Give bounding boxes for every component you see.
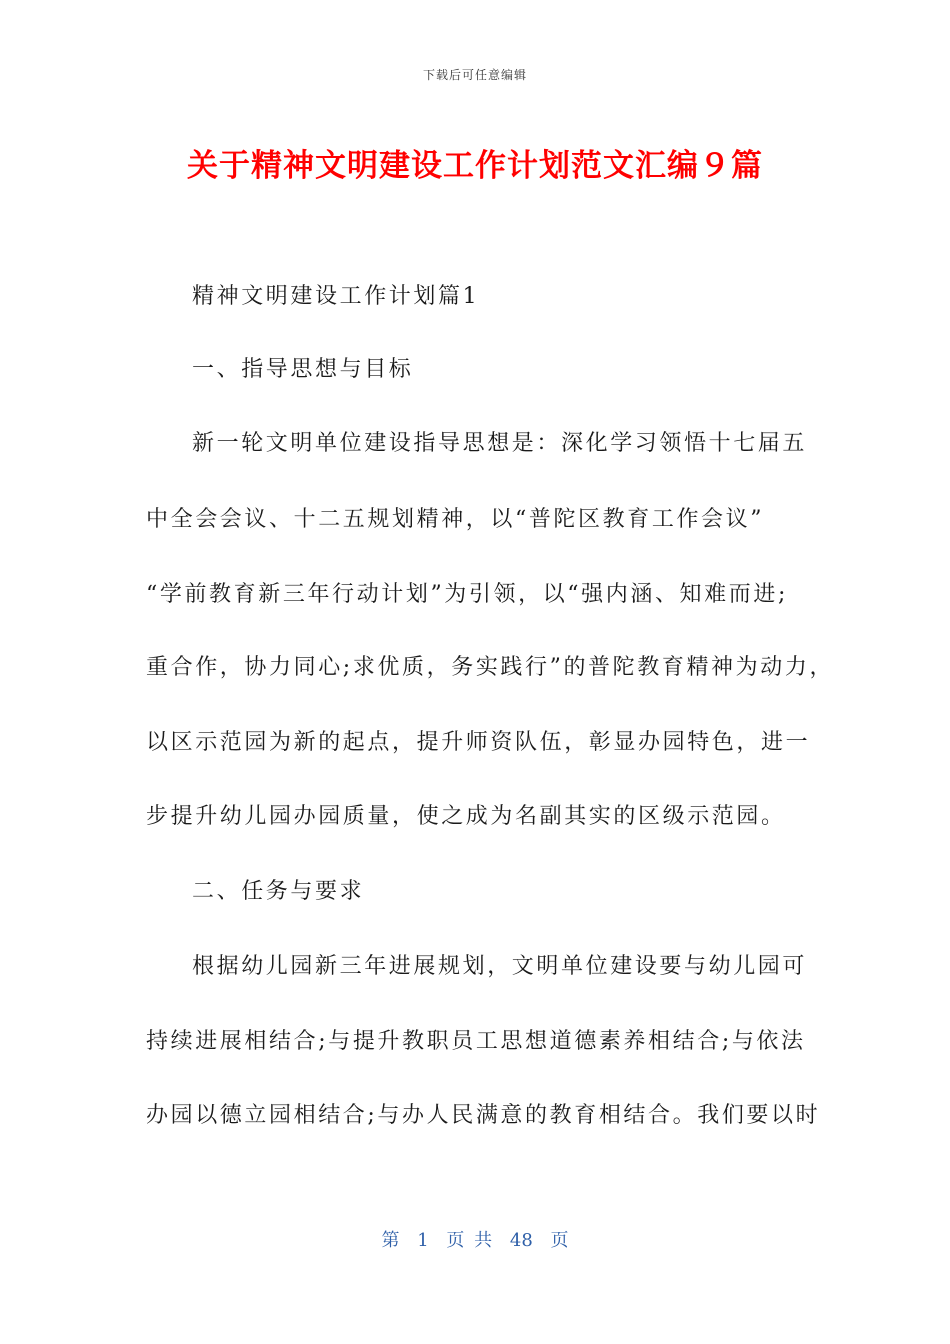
subheading-tasks-requirements: 二、任务与要求 <box>192 879 365 904</box>
paragraph-line: 持续进展相结合;与提升教职员工思想道德素养相结合;与依法 <box>146 1029 806 1054</box>
paragraph-line: 重合作，协力同心;求优质，务实践行”的普陀教育精神为动力， <box>146 655 835 680</box>
paragraph-line: 新一轮文明单位建设指导思想是：深化学习领悟十七届五 <box>192 431 808 456</box>
page-footer <box>0 1226 950 1252</box>
document-title: 关于精神文明建设工作计划范文汇编９篇 <box>187 148 763 184</box>
footer-prefix: 第 <box>381 1230 400 1251</box>
paragraph-line: “学前教育新三年行动计划”为引领，以“强内涵、知难而进; <box>146 582 788 607</box>
footer-suffix: 页 <box>550 1230 569 1251</box>
paragraph-line: 根据幼儿园新三年进展规划，文明单位建设要与幼儿园可 <box>192 954 808 979</box>
footer-total-pages: 48 <box>509 1230 533 1251</box>
paragraph-line: 中全会会议、十二五规划精神，以“普陀区教育工作会议” <box>146 507 765 532</box>
footer-mid: 页 共 <box>446 1230 493 1251</box>
header-note: 下载后可任意编辑 <box>422 68 527 82</box>
footer-page-number: 1 <box>417 1230 429 1251</box>
paragraph-line: 步提升幼儿园办园质量，使之成为名副其实的区级示范园。 <box>146 804 786 829</box>
paragraph-line: 办园以德立园相结合;与办人民满意的教育相结合。我们要以时 <box>146 1103 821 1128</box>
paragraph-line: 以区示范园为新的起点，提升师资队伍，彰显办园特色，进一 <box>146 730 811 755</box>
subheading-guiding-ideology: 一、指导思想与目标 <box>192 357 414 382</box>
section-heading-1: 精神文明建设工作计划篇1 <box>192 284 480 309</box>
